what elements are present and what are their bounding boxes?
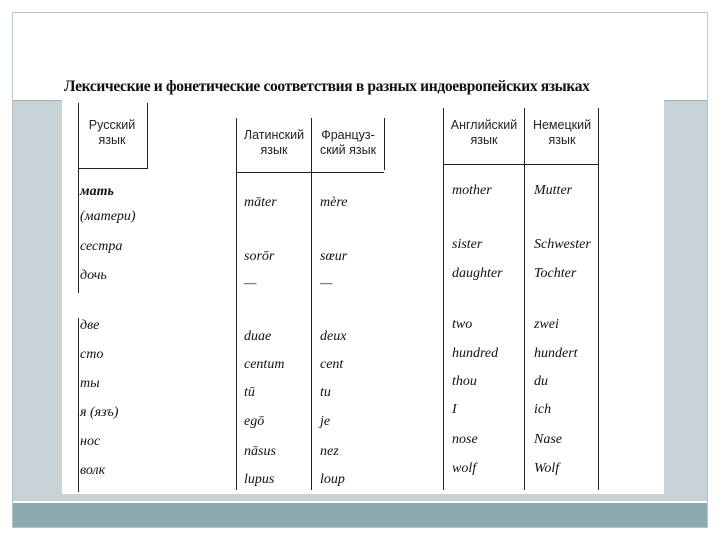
russian-word: сестра — [80, 239, 123, 254]
header-russian: Русский язык — [88, 118, 136, 147]
english-word: thou — [452, 374, 477, 389]
russian-word: нос — [80, 434, 101, 449]
rule-russian-under-header — [78, 168, 147, 169]
latin-word: sorōr — [244, 249, 275, 264]
header-latin: Латинский язык — [243, 128, 305, 157]
english-word: two — [452, 317, 473, 332]
french-word: — — [320, 276, 333, 291]
latin-word: māter — [244, 195, 277, 210]
russian-word: я (язъ) — [80, 405, 119, 420]
rule-latin-under-header — [236, 172, 384, 173]
french-word: sœur — [320, 249, 348, 264]
russian-word: дочь — [80, 268, 107, 283]
german-word: Schwester — [534, 237, 591, 252]
russian-word: (матери) — [80, 209, 136, 224]
rule-english-left — [443, 108, 444, 490]
rule-french-right — [384, 118, 385, 170]
german-word: ich — [534, 402, 552, 417]
french-word: je — [320, 414, 331, 429]
rule-russian-header — [147, 103, 148, 169]
english-word: mother — [452, 183, 492, 198]
english-word: hundred — [452, 346, 499, 361]
rule-english-german — [524, 108, 525, 490]
header-french: Француз- ский язык — [319, 128, 377, 157]
russian-word: волк — [80, 463, 106, 478]
latin-word: tū — [244, 385, 255, 400]
russian-word: две — [80, 318, 100, 333]
latin-word: duae — [244, 329, 272, 344]
latin-word: centum — [244, 357, 285, 372]
latin-word: egō — [244, 414, 265, 429]
french-word: loup — [320, 472, 345, 487]
german-word: Mutter — [534, 183, 573, 198]
rule-left — [78, 103, 79, 293]
english-word: daughter — [452, 266, 503, 281]
russian-word: сто — [80, 347, 104, 362]
rule-latin-french — [311, 118, 312, 490]
french-word: nez — [320, 444, 339, 459]
german-word: du — [534, 374, 548, 389]
header-english: Английский язык — [450, 118, 518, 147]
german-word: Nase — [534, 432, 562, 447]
latin-word: lupus — [244, 472, 275, 487]
german-word: Tochter — [534, 266, 577, 281]
table-title: Лексические и фонетические соответствия в разных индоевропейских языках — [64, 78, 590, 95]
french-word: tu — [320, 385, 331, 400]
rule-left-lower — [78, 318, 79, 492]
latin-word: — — [244, 276, 257, 291]
header-german: Немецкий язык — [532, 118, 592, 147]
latin-word: nāsus — [244, 444, 276, 459]
german-word: zwei — [534, 317, 559, 332]
rule-latin-left — [236, 118, 237, 490]
french-word: deux — [320, 329, 347, 344]
french-word: mère — [320, 195, 348, 210]
rule-english-under-header — [443, 164, 598, 165]
rule-right — [598, 108, 599, 490]
french-word: cent — [320, 357, 344, 372]
german-word: hundert — [534, 346, 578, 361]
russian-word: мать — [80, 184, 114, 199]
english-word: sister — [452, 237, 483, 252]
russian-word: ты — [80, 376, 100, 391]
english-word: I — [452, 402, 457, 417]
german-word: Wolf — [534, 461, 560, 476]
footer-bar — [13, 503, 707, 527]
english-word: nose — [452, 432, 478, 447]
english-word: wolf — [452, 461, 477, 476]
